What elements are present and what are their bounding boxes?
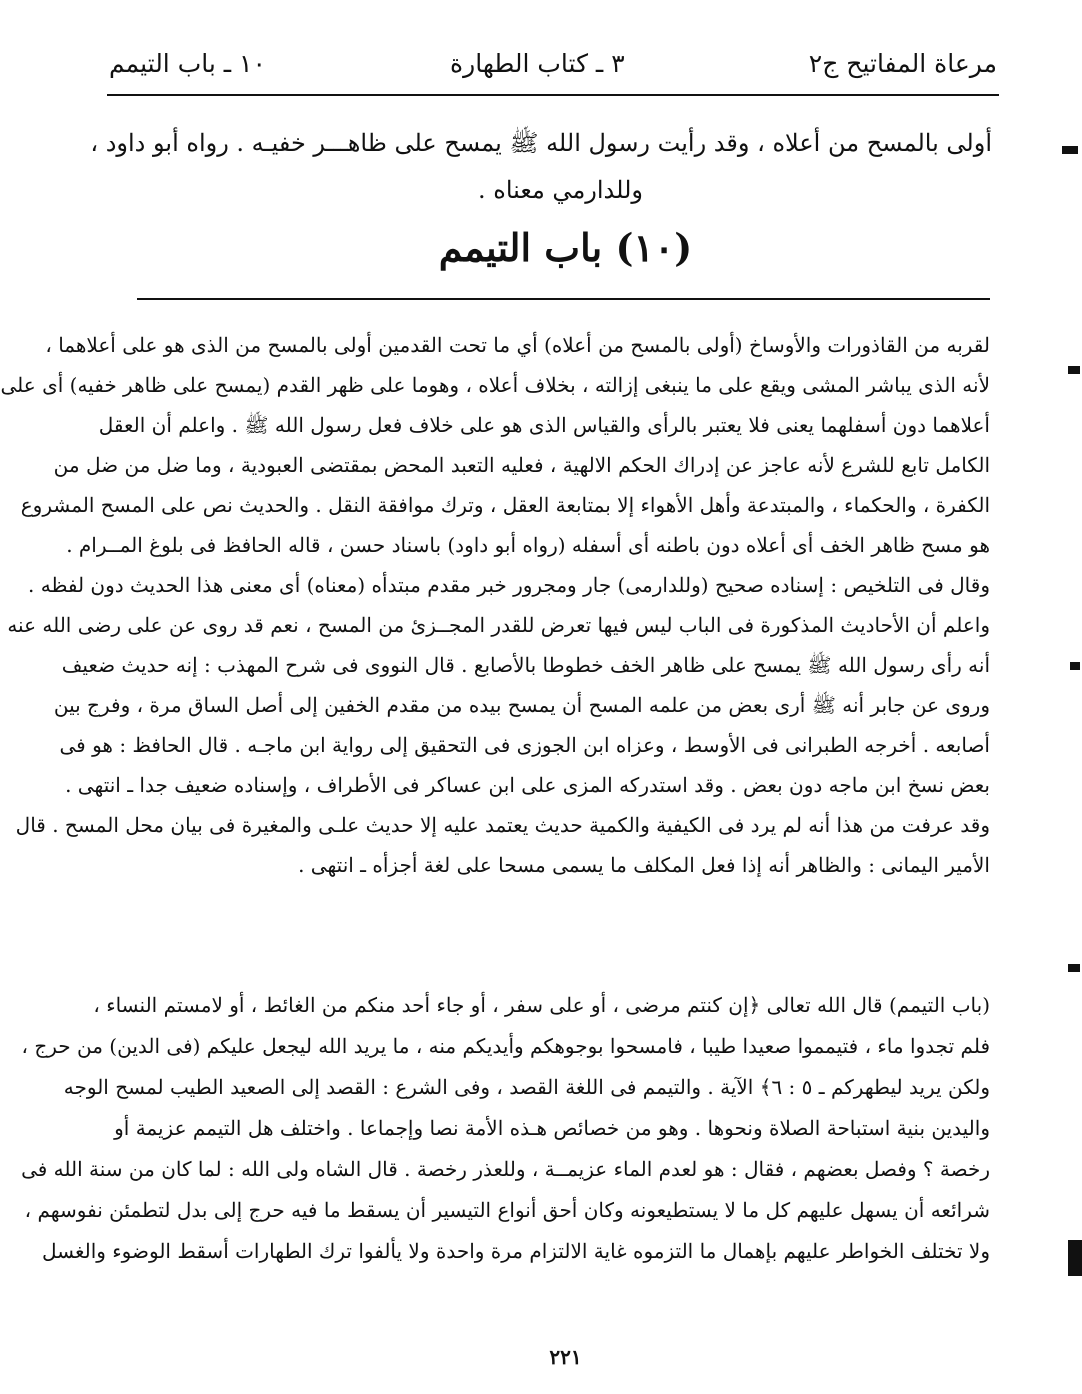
commentary-line: الكفرة ، والحكماء ، والمبتدعة وأهل الأهواء إلا بمتابعة العقل ، وترك موافقة النقل . والحديث نص على المسح المشروع bbox=[20, 493, 990, 517]
commentary-line: شرائعه أن يسهل عليهم كل ما لا يستطيعونه وكان أحق أنواع التيسير أن يسقط ما فيه حرج إلى بدل لتطمئن نفوسهم ، bbox=[24, 1198, 990, 1222]
scan-margin-mark bbox=[1070, 662, 1080, 670]
commentary-line: لقربه من القاذورات والأوساخ (أولى بالمسح من أعلاه) أي ما تحت القدمين أولى بالمسح من الذى هو على أعلاهما ، bbox=[45, 333, 990, 357]
commentary-section bbox=[0, 325, 990, 885]
scan-margin-mark bbox=[1068, 964, 1080, 972]
commentary-line: الكامل تابع للشرع لأنه عاجز عن إدراك الحكم الالهية ، فعليه التعبد المحض بمقتضى العبودية ، وما ضل من ضل من bbox=[53, 453, 990, 477]
hadith-line: وللدارمي معناه . bbox=[477, 176, 643, 204]
scan-margin-mark bbox=[1068, 1240, 1082, 1276]
hadith-text bbox=[90, 120, 992, 214]
commentary-line: واليدين بنية استباحة الصلاة ونحوها . وهو من خصائص هـذه الأمة نصا وإجماعا . واختلف هل التيمم عزيمة أو bbox=[114, 1116, 990, 1140]
commentary-line: فلم تجدوا ماء ، فتيمموا صعيدا طيبا ، فامسحوا بوجوهكم وأيديكم منه ، ما يريد الله ليجعل عليكم (فى الدين) من حرج ، bbox=[21, 1034, 990, 1058]
running-header bbox=[109, 40, 997, 86]
commentary-line: هو مسح ظاهر الخف أى أعلاه دون باطنه أى أسفله (رواه أبو داود) باسناد حسن ، قاله الحافظ فى بلوغ المــرام . bbox=[66, 533, 990, 557]
commentary-line: رخصة ؟ وفصل بعضهم ، فقال : هو لعدم الماء عزيمــة ، وللعذر رخصة . قال الشاه ولى الله : لما كان من سنة الله فى bbox=[21, 1157, 990, 1181]
hadith-line: أولى بالمسح من أعلاه ، وقد رأيت رسول الله ﷺ يمسح على ظاهـــر خفيـه . رواه أبو داود ، bbox=[90, 129, 992, 157]
commentary-line: بعض نسخ ابن ماجه دون بعض . وقد استدركه المزى على ابن عساكر فى الأطراف ، وإسناده ضعيف جدا ـ انتهى . bbox=[65, 773, 990, 797]
header-chapter: ١٠ ـ باب التيمم bbox=[109, 48, 266, 78]
commentary-line: أنه رأى رسول الله ﷺ يمسح على ظاهر الخف خطوطا بالأصابع . قال النووى فى شرح المهذب : إنه حديث ضعيف bbox=[61, 653, 990, 677]
commentary-line: واعلم أن الأحاديث المذكورة فى الباب ليس فيها تعرض للقدر المجــزئ من المسح ، نعم قد روى عن على رضى الله عنه bbox=[7, 613, 990, 637]
commentary-line: وروى عن جابر أنه ﷺ أرى بعض من علمه المسح أن يمسح بيده من مقدم الخفين إلى أصل الساق مرة ، وفرج بين bbox=[53, 693, 990, 717]
tayammum-commentary bbox=[21, 985, 990, 1272]
commentary-line: الأمير اليمانى : والظاهر أنه إذا فعل المكلف ما يسمى مسحا على لغة أجزأه ـ انتهى . bbox=[298, 853, 990, 877]
commentary-line: أعلاهما دون أسفلهما يعنى فلا يعتبر بالرأى والقياس الذى هو على خلاف فعل رسول الله ﷺ . واعلم أن العقل bbox=[98, 413, 990, 437]
commentary-line: وقد عرفت من هذا أنه لم يرد فى الكيفية والكمية حديث يعتمد عليه إلا حديث علـى والمغيرة فى بيان محل المسح . قال bbox=[15, 813, 990, 837]
header-book-volume: مرعاة المفاتيح ج٢ bbox=[808, 48, 997, 78]
title-divider bbox=[137, 298, 990, 300]
commentary-line: ولا تختلف الخواطر عليهم بإهمال ما التزموه غاية الالتزام مرة واحدة ولا يألفوا ترك الطهارات أسقط الوضوء والغسل bbox=[41, 1239, 990, 1263]
commentary-line: (باب التيمم) قال الله تعالى ﴿إن كنتم مرضى ، أو على سفر ، أو جاء أحد منكم من الغائط ، أو لامستم النساء ، bbox=[93, 993, 990, 1017]
header-book-section: ٣ ـ كتاب الطهارة bbox=[450, 48, 625, 78]
commentary-line: لأنه الذى يباشر المشى ويقع على ما ينبغى إزالته ، بخلاف أعلاه ، وهوما على ظهر القدم (يمسح على ظاهر خفيه) أى على bbox=[0, 373, 990, 397]
scan-margin-mark bbox=[1062, 146, 1078, 154]
page-number: ٢٢١ bbox=[549, 1345, 582, 1369]
commentary-line: وقال فى التلخيص : إسناده صحيح (وللدارمى) جار ومجرور خبر مقدم مبتدأه (معناه) أى معنى هذا الحديث دون لفظه . bbox=[28, 573, 990, 597]
header-divider bbox=[107, 94, 999, 96]
scan-margin-mark bbox=[1068, 366, 1080, 374]
chapter-title: (١٠) باب التيمم bbox=[438, 225, 693, 270]
commentary-line: أصابعه . أخرجه الطبرانى فى الأوسط ، وعزاه ابن الجوزى فى التحقيق إلى رواية ابن ماجـه . قال الحافظ : هو فى bbox=[59, 733, 990, 757]
commentary-line: ولكن يريد ليطهركم ـ ٥ : ٦﴾ الآية . والتيمم فى اللغة القصد ، وفى الشرع : القصد إلى الصعيد الطيب لمسح الوجه bbox=[63, 1075, 990, 1099]
